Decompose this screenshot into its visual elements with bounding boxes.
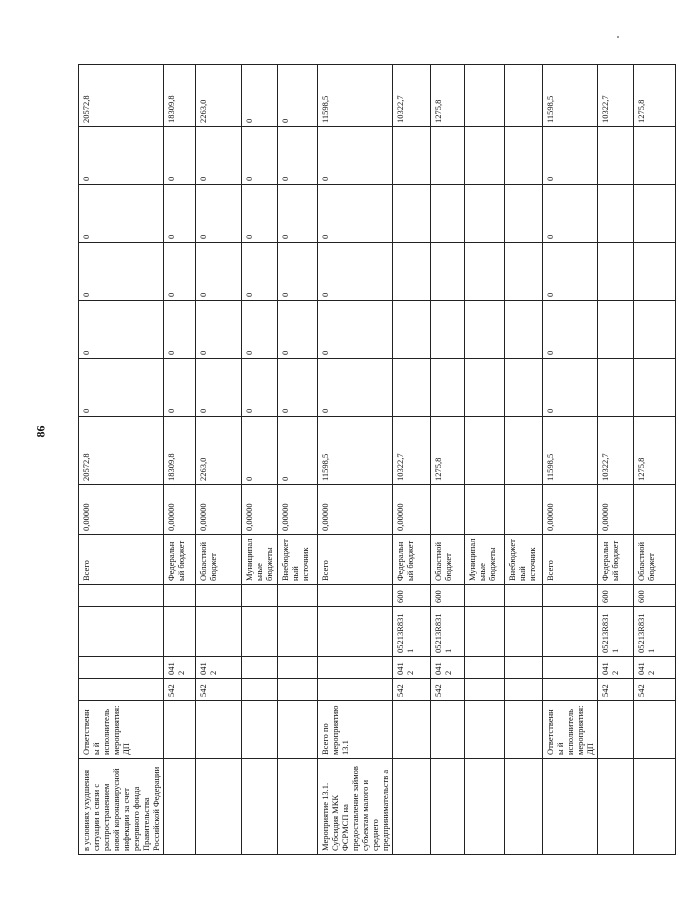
table-cell: 18309,8 xyxy=(164,417,196,485)
table-cell xyxy=(598,127,634,185)
table-cell xyxy=(505,759,543,855)
table-cell: 0 xyxy=(278,243,318,301)
table-cell: 2263,0 xyxy=(196,65,242,127)
table-cell: 10322,7 xyxy=(393,65,431,127)
table-cell: 0412 xyxy=(598,657,634,679)
table-cell: 0 xyxy=(543,243,598,301)
table-cell xyxy=(79,585,164,607)
table-cell: 542 xyxy=(634,679,676,701)
table-cell: 0 xyxy=(278,359,318,417)
table-cell xyxy=(598,759,634,855)
table-row xyxy=(393,65,431,855)
table-cell: Федеральн ый бюджет xyxy=(598,535,634,585)
table-cell: 0,00000 xyxy=(598,485,634,535)
table-cell xyxy=(318,607,393,657)
table-cell xyxy=(465,301,505,359)
table-cell: 1275,8 xyxy=(634,65,676,127)
table-cell: 0 xyxy=(318,243,393,301)
table-cell: 0 xyxy=(79,127,164,185)
table-cell xyxy=(164,585,196,607)
table-cell xyxy=(431,485,465,535)
table-cell: 542 xyxy=(196,679,242,701)
table-cell: 0 xyxy=(543,185,598,243)
table-cell xyxy=(598,701,634,759)
table-cell xyxy=(196,701,242,759)
table-cell: 0 xyxy=(164,243,196,301)
table-cell xyxy=(242,607,278,657)
table-cell: 0 xyxy=(543,301,598,359)
table-cell xyxy=(431,185,465,243)
table-cell xyxy=(393,185,431,243)
table-cell: 0 xyxy=(318,359,393,417)
table-cell xyxy=(465,585,505,607)
table-cell: 0 xyxy=(196,243,242,301)
table-cell: 11598,5 xyxy=(543,417,598,485)
table-cell xyxy=(196,585,242,607)
table-cell xyxy=(465,359,505,417)
table-cell: Мероприятие 13.1. Субсидия МКК ФСРМСП на предоставление займов субъектам малого и среднего предпринимательств а xyxy=(318,759,393,855)
table-cell: 0 xyxy=(79,185,164,243)
table-cell xyxy=(543,585,598,607)
page-number: 86 xyxy=(33,425,48,438)
table-cell xyxy=(278,607,318,657)
table-cell: Всего xyxy=(79,535,164,585)
table-cell: 0 xyxy=(164,301,196,359)
table-cell: 0 xyxy=(242,185,278,243)
table-cell xyxy=(318,679,393,701)
table-cell xyxy=(543,607,598,657)
table-cell: 0412 xyxy=(196,657,242,679)
table-cell: 0 xyxy=(242,65,278,127)
table-cell: 20572,8 xyxy=(79,417,164,485)
table-cell: 0 xyxy=(164,127,196,185)
table-row xyxy=(164,65,196,855)
table-cell xyxy=(598,301,634,359)
table-cell xyxy=(431,243,465,301)
table-row xyxy=(505,65,543,855)
table-cell xyxy=(465,607,505,657)
table-row xyxy=(543,65,598,855)
table-cell: 0 xyxy=(79,301,164,359)
table-row xyxy=(278,65,318,855)
table-cell xyxy=(505,301,543,359)
table-cell: 0,00000 xyxy=(79,485,164,535)
table-cell: Ответственны й исполнитель мероприятия: ДП xyxy=(543,701,598,759)
table-cell xyxy=(465,185,505,243)
table-cell xyxy=(465,65,505,127)
table-cell xyxy=(465,701,505,759)
table-cell xyxy=(278,759,318,855)
table-cell: Муниципал ьные бюджеты xyxy=(465,535,505,585)
table-cell xyxy=(318,657,393,679)
table-cell xyxy=(543,759,598,855)
table-row xyxy=(431,65,465,855)
table-cell xyxy=(465,417,505,485)
table-cell xyxy=(431,301,465,359)
table-cell: 600 xyxy=(634,585,676,607)
table-cell xyxy=(242,657,278,679)
budget-table-container xyxy=(78,65,657,855)
table-cell xyxy=(79,679,164,701)
table-cell: Всего по мероприятию 13.1 xyxy=(318,701,393,759)
table-cell: 05213R831 1 xyxy=(431,607,465,657)
table-cell: 11598,5 xyxy=(318,65,393,127)
table-cell xyxy=(465,657,505,679)
table-cell xyxy=(318,585,393,607)
table-cell: Всего xyxy=(543,535,598,585)
table-cell: Областной бюджет xyxy=(634,535,676,585)
table-cell xyxy=(79,657,164,679)
budget-table xyxy=(78,64,676,855)
table-cell: 600 xyxy=(393,585,431,607)
table-cell xyxy=(465,127,505,185)
table-cell: 10322,7 xyxy=(598,65,634,127)
table-cell xyxy=(431,359,465,417)
table-cell xyxy=(505,679,543,701)
table-cell: 0 xyxy=(242,127,278,185)
table-cell: 0 xyxy=(164,185,196,243)
table-cell: 542 xyxy=(431,679,465,701)
table-cell xyxy=(598,243,634,301)
table-cell: Федеральн ый бюджет xyxy=(164,535,196,585)
table-cell xyxy=(431,127,465,185)
table-row xyxy=(242,65,278,855)
table-cell xyxy=(164,759,196,855)
table-cell: 0,00000 xyxy=(393,485,431,535)
table-cell xyxy=(242,701,278,759)
table-cell xyxy=(164,701,196,759)
table-cell xyxy=(543,657,598,679)
table-cell: 10322,7 xyxy=(598,417,634,485)
table-cell xyxy=(543,679,598,701)
table-cell: 10322,7 xyxy=(393,417,431,485)
table-cell: 0412 xyxy=(393,657,431,679)
table-cell: 0 xyxy=(278,65,318,127)
table-cell: 0 xyxy=(242,359,278,417)
table-cell: 0 xyxy=(242,417,278,485)
table-cell: Муниципал ьные бюджеты xyxy=(242,535,278,585)
table-cell: 0412 xyxy=(634,657,676,679)
table-cell xyxy=(278,585,318,607)
table-cell xyxy=(505,359,543,417)
table-cell xyxy=(505,417,543,485)
table-cell: Ответственны й исполнитель мероприятия: ДП xyxy=(79,701,164,759)
table-cell xyxy=(465,759,505,855)
table-cell xyxy=(196,607,242,657)
table-cell: 0 xyxy=(196,359,242,417)
table-cell: 0412 xyxy=(431,657,465,679)
table-cell xyxy=(505,585,543,607)
table-cell xyxy=(505,243,543,301)
table-cell xyxy=(431,759,465,855)
table-cell: 05213R831 1 xyxy=(393,607,431,657)
table-cell xyxy=(634,485,676,535)
table-cell: 0,00000 xyxy=(164,485,196,535)
table-cell: 0,00000 xyxy=(543,485,598,535)
table-cell: 05213R831 1 xyxy=(634,607,676,657)
table-row xyxy=(598,65,634,855)
table-cell xyxy=(465,485,505,535)
table-cell xyxy=(505,185,543,243)
table-cell: 0 xyxy=(278,127,318,185)
table-cell: 0 xyxy=(196,185,242,243)
table-cell xyxy=(196,759,242,855)
table-cell: 1275,8 xyxy=(431,417,465,485)
table-cell: 600 xyxy=(431,585,465,607)
table-cell xyxy=(431,701,465,759)
table-row xyxy=(196,65,242,855)
table-cell: 542 xyxy=(598,679,634,701)
table-cell xyxy=(278,657,318,679)
table-cell: Всего xyxy=(318,535,393,585)
table-cell: в условиях ухудшения ситуации в связи с распространением новой коронавирусной инфекции за счет резервного фонда Правительства Российской Федерации xyxy=(79,759,164,855)
table-cell xyxy=(598,359,634,417)
table-cell: 0,00000 xyxy=(196,485,242,535)
table-cell: 0 xyxy=(242,243,278,301)
table-cell: 0 xyxy=(164,359,196,417)
table-cell: Областной бюджет xyxy=(431,535,465,585)
table-cell: 0 xyxy=(278,301,318,359)
table-cell: 2263,0 xyxy=(196,417,242,485)
table-cell xyxy=(505,657,543,679)
table-cell: 0412 xyxy=(164,657,196,679)
table-cell: 0 xyxy=(318,127,393,185)
table-cell xyxy=(505,127,543,185)
table-cell xyxy=(505,65,543,127)
table-cell xyxy=(164,607,196,657)
table-cell: 0 xyxy=(79,359,164,417)
table-cell: Федеральн ый бюджет xyxy=(393,535,431,585)
table-cell xyxy=(505,701,543,759)
table-cell xyxy=(634,359,676,417)
table-cell: 11598,5 xyxy=(318,417,393,485)
table-cell xyxy=(393,301,431,359)
table-cell xyxy=(465,679,505,701)
table-cell xyxy=(634,701,676,759)
table-cell: 0 xyxy=(196,127,242,185)
table-cell xyxy=(242,759,278,855)
table-cell xyxy=(79,607,164,657)
table-cell: 0 xyxy=(242,301,278,359)
table-cell xyxy=(465,243,505,301)
table-cell: 0 xyxy=(543,127,598,185)
table-cell: 0,00000 xyxy=(278,485,318,535)
table-cell: Областной бюджет xyxy=(196,535,242,585)
table-cell: 542 xyxy=(164,679,196,701)
table-cell xyxy=(242,585,278,607)
table-cell xyxy=(393,701,431,759)
table-cell: 18309,8 xyxy=(164,65,196,127)
table-cell: 0,00000 xyxy=(242,485,278,535)
table-cell: 0 xyxy=(318,301,393,359)
table-row xyxy=(318,65,393,855)
table-cell: 0 xyxy=(543,359,598,417)
table-cell xyxy=(505,485,543,535)
table-cell: Внебюджет ный источник xyxy=(505,535,543,585)
table-cell: 0 xyxy=(278,185,318,243)
table-cell: 0 xyxy=(318,185,393,243)
table-cell xyxy=(598,185,634,243)
table-cell: 0,00000 xyxy=(318,485,393,535)
table-row xyxy=(79,65,164,855)
scan-speck xyxy=(617,36,619,38)
table-cell xyxy=(634,185,676,243)
table-cell xyxy=(634,243,676,301)
table-row xyxy=(634,65,676,855)
table-cell xyxy=(634,759,676,855)
table-cell: 1275,8 xyxy=(431,65,465,127)
table-cell xyxy=(505,607,543,657)
table-cell: 11598,5 xyxy=(543,65,598,127)
table-cell xyxy=(393,243,431,301)
table-cell xyxy=(634,301,676,359)
table-cell xyxy=(278,679,318,701)
table-cell: 20572,8 xyxy=(79,65,164,127)
table-cell: 0 xyxy=(79,243,164,301)
table-cell xyxy=(393,127,431,185)
table-cell xyxy=(242,679,278,701)
table-row xyxy=(465,65,505,855)
table-cell: 05213R831 1 xyxy=(598,607,634,657)
table-cell: 1275,8 xyxy=(634,417,676,485)
table-cell: 600 xyxy=(598,585,634,607)
table-cell xyxy=(393,359,431,417)
table-cell xyxy=(393,759,431,855)
table-cell: 542 xyxy=(393,679,431,701)
table-cell: Внебюджет ный источник xyxy=(278,535,318,585)
table-cell xyxy=(634,127,676,185)
table-cell: 0 xyxy=(196,301,242,359)
table-cell: 0 xyxy=(278,417,318,485)
table-cell xyxy=(278,701,318,759)
